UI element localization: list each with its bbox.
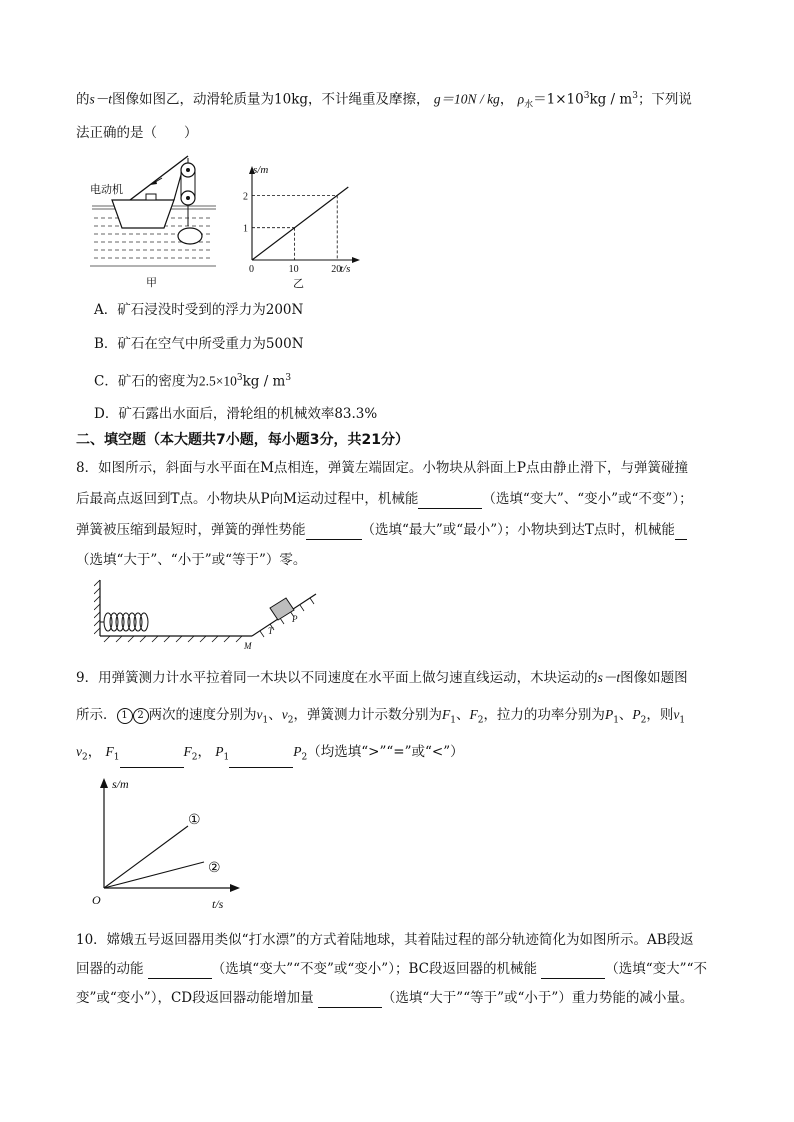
figure-caption-yi: 乙 [293,277,304,290]
v2-symbol: v [281,707,288,722]
p2-symbol: P [632,707,641,722]
sub: 1 [679,715,686,726]
c-value: 2.5×10 [198,373,237,389]
text: ，则 [646,707,674,723]
crane-arm [130,156,188,200]
text: ，弹簧测力计示数分别为 [293,707,442,723]
c-unit: kg / m [242,373,286,390]
circle-2: 2 [133,708,149,724]
option-c [94,368,291,392]
q10-line-3 [76,988,693,1008]
text: （选填“最大”或“最小”）；小物块到达T点时，机械能 [361,522,675,538]
sub: 2 [477,715,484,726]
text: 图像如题图 [620,670,688,686]
graph-xlabel: t/s [212,897,224,911]
text: （选填“大于”“等于”或“小于”）重力势能的减小量。 [381,990,694,1006]
sub: 1 [450,715,456,726]
graph-origin: O [92,893,101,907]
answer-blank-10b[interactable] [541,978,605,979]
motor-box [146,194,156,200]
chart-x-arrow-icon [352,257,360,263]
text: ，拉力的功率分别为 [483,707,605,723]
section-title: 二、填空题（本大题共7小题，每小题3分，共21分） [76,432,409,448]
line-2-label: ② [208,861,221,876]
arrow-head-icon [150,180,157,185]
st-symbol: s－t [597,670,621,685]
p1-symbol: P [215,744,224,759]
answer-blank-f[interactable] [120,767,184,768]
figure-jia [90,148,220,293]
text: ， [197,744,211,760]
sub: 1 [613,715,619,726]
wall-hatch [94,580,100,634]
text: （选填“变大”“不 [605,961,707,977]
f1-symbol: F [105,744,114,759]
f2-symbol: F [183,744,192,759]
text: 9．用弹簧测力计水平拉着同一木块以不同速度在水平面上做匀速直线运动，木块运动的 [76,670,598,686]
chart-ylabel: s/m [253,164,269,176]
option-d: D．矿石露出水面后，滑轮组的机械效率83.3% [94,406,378,422]
q8-line-3 [76,520,687,540]
p2-symbol: P [293,744,302,759]
text: （选填“变大”“不变”或“变小”）；BC段返回器的机械能 [211,961,537,977]
q8-figure [94,576,330,652]
text: 后最高点返回到T点。小物块从P向M运动过程中，机械能 [76,491,419,507]
text: （选填“变大”、“变小”或“不变”）； [482,491,693,507]
q10-line-1: 10．嫦娥五号返回器用类似“打水漂”的方式着陆地球，其着陆过程的部分轨迹简化为如图所示。AB段返 [76,932,694,948]
c-exp: 3 [236,373,243,383]
text: 的 [76,91,90,108]
text: 变”或“变小”），CD段返回器动能增加量 [76,990,314,1006]
v1-symbol: v [673,707,680,722]
chart-series-line [252,187,348,260]
motor-label: 电动机 [90,183,123,196]
q8-line-4: （选填“大于”、“小于”或“等于”）零。 [76,552,307,568]
x-axis-arrow-icon [230,884,240,892]
text: 图像如图乙，动滑轮质量为10kg，不计绳重及摩擦， [112,91,430,108]
c-unit-exp: 3 [285,373,292,383]
chart-y-tick-label: 2 [243,191,248,203]
rho-sub: 水 [524,100,534,111]
p1-symbol: P [604,707,614,722]
g-value: g＝10N / kg [433,91,500,107]
q7-line-2: 法正确的是（ ） [76,125,198,141]
option-b: B．矿石在空气中所受重力为500N [94,336,304,352]
answer-blank-10c[interactable] [318,1007,382,1008]
sub: 2 [82,752,88,763]
sub: 2 [640,715,647,726]
q7-line-1 [76,86,692,115]
floor-hatch [104,636,242,642]
text: 弹簧被压缩到最短时，弹簧的弹性势能 [76,522,306,538]
sub: 1 [113,752,120,763]
chart-xlabel: t/s [340,263,351,275]
chart-x-tick-label: 20 [331,264,342,275]
q9-line-3 [76,742,464,768]
rho-value: ＝1×10 [533,91,584,108]
pulley-axle [186,196,190,200]
rho-exp: 3 [583,91,590,101]
f1-symbol: F [441,707,451,722]
label-p: P [292,614,298,624]
v2-symbol: v [76,744,82,759]
text: 、 [455,707,470,723]
text: ， [87,744,102,760]
chart-x-tick-label: 10 [288,264,299,275]
answer-blank-1[interactable] [418,508,482,509]
chart-x-tick-label: 0 [249,264,254,275]
text: 所示． [76,707,117,723]
chart-y-tick-label: 1 [243,223,248,235]
v1-symbol: v [256,707,263,722]
f2-symbol: F [469,707,478,722]
q8-line-2 [76,489,693,509]
figure-caption-jia: 甲 [146,276,157,289]
answer-blank-3[interactable] [675,539,687,540]
sub: 2 [301,752,308,763]
boat [112,200,174,228]
q9-line-1 [76,668,688,688]
line-1 [104,826,188,888]
text: 回器的动能 [76,961,144,977]
q9-graph [88,770,248,920]
st-symbol: s－t [89,91,113,107]
rho-unit: kg / m [589,91,633,108]
sub: 2 [191,752,198,763]
answer-blank-10a[interactable] [148,978,212,979]
q9-line-2 [76,705,685,731]
text: 两次的速度分别为 [148,707,257,723]
sub: 1 [223,752,230,763]
text: 、 [618,707,633,723]
option-a: A．矿石浸没时受到的浮力为200N [94,302,304,318]
sub: 2 [287,715,294,726]
rho-unit-exp: 3 [632,91,638,101]
answer-blank-p[interactable] [229,767,293,768]
block [270,598,294,620]
label-m: M [244,641,252,651]
figure-yi-chart [236,156,366,291]
text: C．矿石的密度为 [94,373,199,390]
text: 、 [268,707,282,723]
line-1-label: ① [188,813,201,828]
q10-line-2 [76,959,707,979]
sub: 1 [262,715,269,726]
answer-blank-2[interactable] [306,539,362,540]
y-axis-arrow-icon [100,778,108,788]
rho-symbol: ρ [517,91,525,107]
label-t: T [268,626,274,636]
pulley-axle [186,168,190,172]
text: （均选填“>”“=”或“<”） [307,744,464,760]
circle-1: 1 [117,708,133,724]
graph-ylabel: s/m [112,777,129,791]
line-2 [104,862,204,888]
ore [178,228,202,244]
spring [100,613,148,631]
q8-line-1: 8．如图所示，斜面与水平面在M点相连，弹簧左端固定。小物块从斜面上P点由静止滑下，与弹簧碰撞 [76,460,688,476]
text: ；下列说 [637,91,692,108]
text: ， [499,91,514,108]
